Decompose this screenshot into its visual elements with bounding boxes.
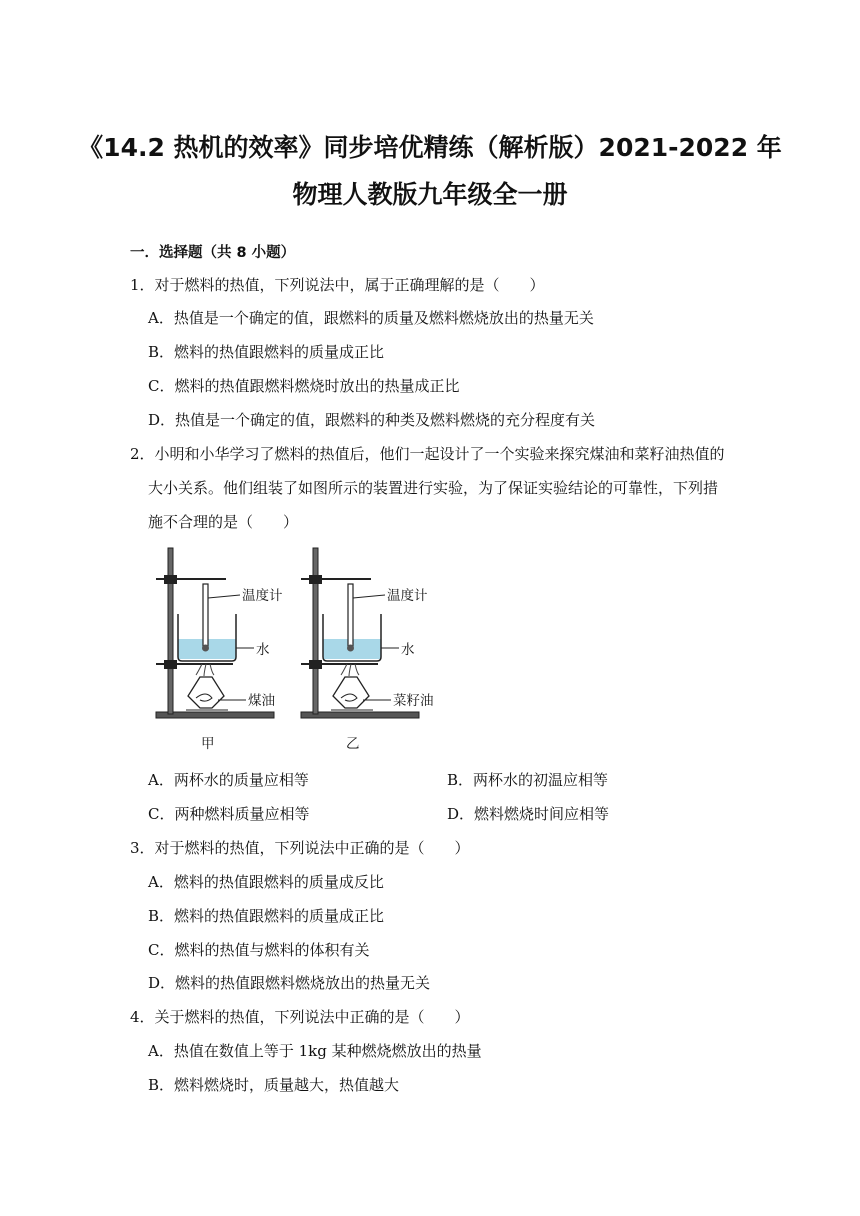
question-3-option-a: A．燃料的热值跟燃料的质量成反比 xyxy=(148,873,384,891)
question-3-option-d: D．燃料的热值跟燃料燃烧放出的热量无关 xyxy=(148,974,431,992)
label-water-left: 水 xyxy=(256,642,270,658)
question-2-stem-line-3: 施不合理的是（ ） xyxy=(148,513,299,531)
question-4-option-b: B．燃料燃烧时，质量越大，热值越大 xyxy=(148,1076,400,1094)
question-2-option-d: D．燃料燃烧时间应相等 xyxy=(447,805,610,823)
question-1-option-b: B．燃料的热值跟燃料的质量成正比 xyxy=(148,343,385,361)
question-1-option-c: C．燃料的热值跟燃料燃烧时放出的热量成正比 xyxy=(148,377,460,395)
label-thermometer-left: 温度计 xyxy=(242,588,283,604)
caption-left: 甲 xyxy=(201,736,215,752)
question-2-option-a: A．两杯水的质量应相等 xyxy=(148,771,309,789)
label-water-right: 水 xyxy=(401,642,415,658)
experiment-figure xyxy=(146,540,456,760)
question-4-option-a: A．热值在数值上等于 1kg 某种燃烧燃放出的热量 xyxy=(148,1042,482,1060)
question-1-option-a: A．热值是一个确定的值，跟燃料的质量及燃料燃烧放出的热量无关 xyxy=(148,309,594,327)
question-2-stem-line-2: 大小关系。他们组装了如图所示的装置进行实验，为了保证实验结论的可靠性，下列措 xyxy=(148,479,719,497)
question-3-option-c: C．燃料的热值与燃料的体积有关 xyxy=(148,941,370,959)
question-3-stem: 3．对于燃料的热值，下列说法中正确的是（ ） xyxy=(130,839,470,857)
page-title-line-2: 物理人教版九年级全一册 xyxy=(292,180,568,209)
caption-right: 乙 xyxy=(346,736,360,752)
question-3-option-b: B．燃料的热值跟燃料的质量成正比 xyxy=(148,907,385,925)
question-2-option-c: C．两种燃料质量应相等 xyxy=(148,805,310,823)
page-title-line-1: 《14.2 热机的效率》同步培优精练（解析版）2021-2022 年 xyxy=(78,133,782,162)
question-2-stem-line-1: 2．小明和小华学习了燃料的热值后，他们一起设计了一个实验来探究煤油和菜籽油热值的 xyxy=(130,445,725,463)
label-fuel-right: 菜籽油 xyxy=(393,693,434,709)
section-heading: 一．选择题（共 8 小题） xyxy=(130,245,296,261)
question-2-option-b: B．两杯水的初温应相等 xyxy=(447,771,609,789)
label-thermometer-right: 温度计 xyxy=(387,588,428,604)
label-fuel-left: 煤油 xyxy=(248,693,275,709)
question-4-stem: 4．关于燃料的热值，下列说法中正确的是（ ） xyxy=(130,1008,470,1026)
question-1-stem: 1．对于燃料的热值，下列说法中，属于正确理解的是（ ） xyxy=(130,276,545,294)
question-1-option-d: D．热值是一个确定的值，跟燃料的种类及燃料燃烧的充分程度有关 xyxy=(148,411,596,429)
